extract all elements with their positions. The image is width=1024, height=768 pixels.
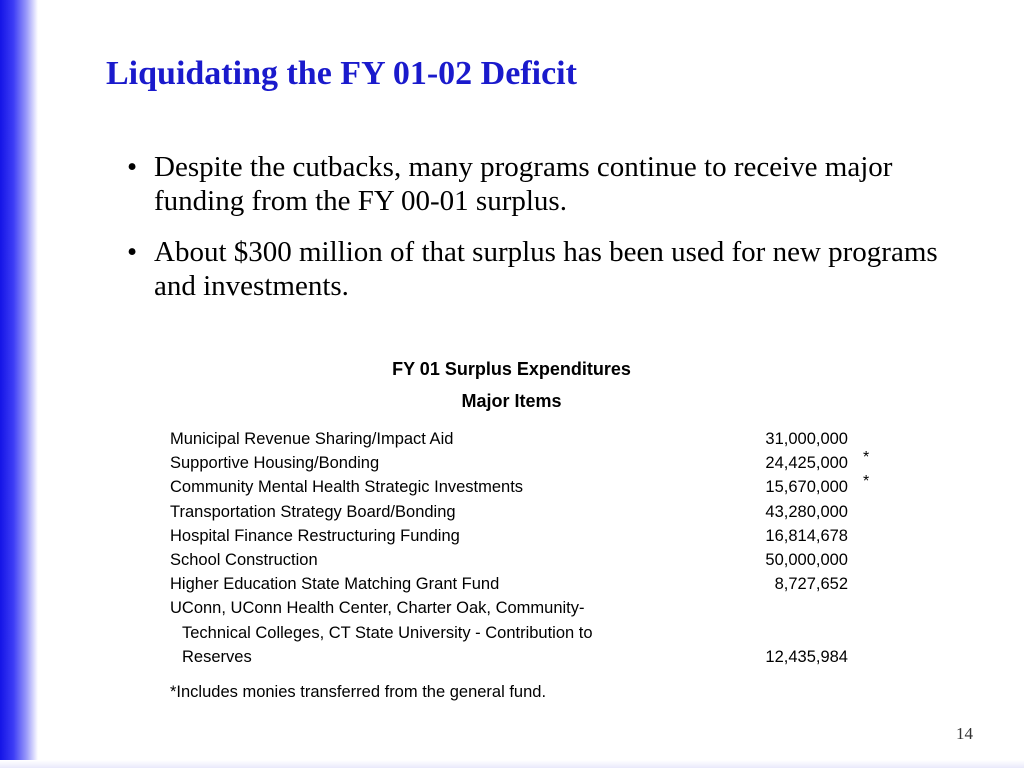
page-number: 14	[956, 724, 973, 743]
row-item-label: Hospital Finance Restructuring Funding	[170, 526, 460, 545]
table-row	[170, 451, 880, 475]
row-amount: 16,814,678	[765, 526, 848, 545]
row-item-label: School Construction	[170, 550, 318, 569]
row-item-label-line: UConn, UConn Health Center, Charter Oak, Community-	[170, 599, 585, 618]
row-item-label: Transportation Strategy Board/Bonding	[170, 502, 456, 521]
row-amount: 12,435,984	[765, 647, 848, 666]
bullet-list	[127, 150, 967, 320]
table-row	[170, 475, 880, 499]
bullet-text: About $300 million of that surplus has been used for new programs and investments.	[154, 236, 938, 302]
bottom-decorative-strip	[0, 760, 1024, 768]
row-footnote-mark: *	[863, 449, 870, 467]
table-subtitle: Major Items	[461, 391, 562, 411]
table-row	[170, 548, 880, 572]
left-decorative-bar	[0, 0, 38, 768]
bullet-item	[127, 235, 967, 303]
slide-title: Liquidating the FY 01-02 Deficit	[106, 55, 577, 92]
row-amount: 43,280,000	[765, 502, 848, 521]
row-item-label: Municipal Revenue Sharing/Impact Aid	[170, 430, 454, 448]
row-item-label: Community Mental Health Strategic Investments	[170, 478, 524, 497]
row-item-label-line: Technical Colleges, CT State University - Contribution to	[182, 623, 593, 642]
bullet-item	[127, 150, 967, 218]
table-footnote: *Includes monies transferred from the general fund.	[170, 682, 547, 701]
table-row	[170, 427, 880, 451]
bullet-dot-icon: •	[127, 236, 138, 268]
table-title: FY 01 Surplus Expenditures	[392, 359, 631, 379]
table-row	[170, 524, 880, 548]
table-row	[170, 500, 880, 524]
bullet-text: Despite the cutbacks, many programs continue to receive major funding from the FY 00-01 surplus.	[154, 151, 893, 217]
row-amount: 50,000,000	[765, 550, 848, 569]
row-item-label: Higher Education State Matching Grant Fund	[170, 575, 500, 594]
row-amount: 15,670,000	[765, 478, 848, 497]
row-amount: 8,727,652	[774, 575, 848, 594]
table-row	[170, 572, 880, 596]
row-amount: 24,425,000	[765, 454, 848, 473]
table-row-multiline	[170, 596, 880, 669]
bullet-dot-icon: •	[127, 151, 138, 183]
row-footnote-mark: *	[863, 473, 870, 491]
expenditures-table	[170, 353, 880, 703]
row-item-label: Supportive Housing/Bonding	[170, 454, 380, 473]
row-item-label-line: Reserves	[182, 647, 252, 666]
row-amount: 31,000,000	[765, 430, 848, 448]
